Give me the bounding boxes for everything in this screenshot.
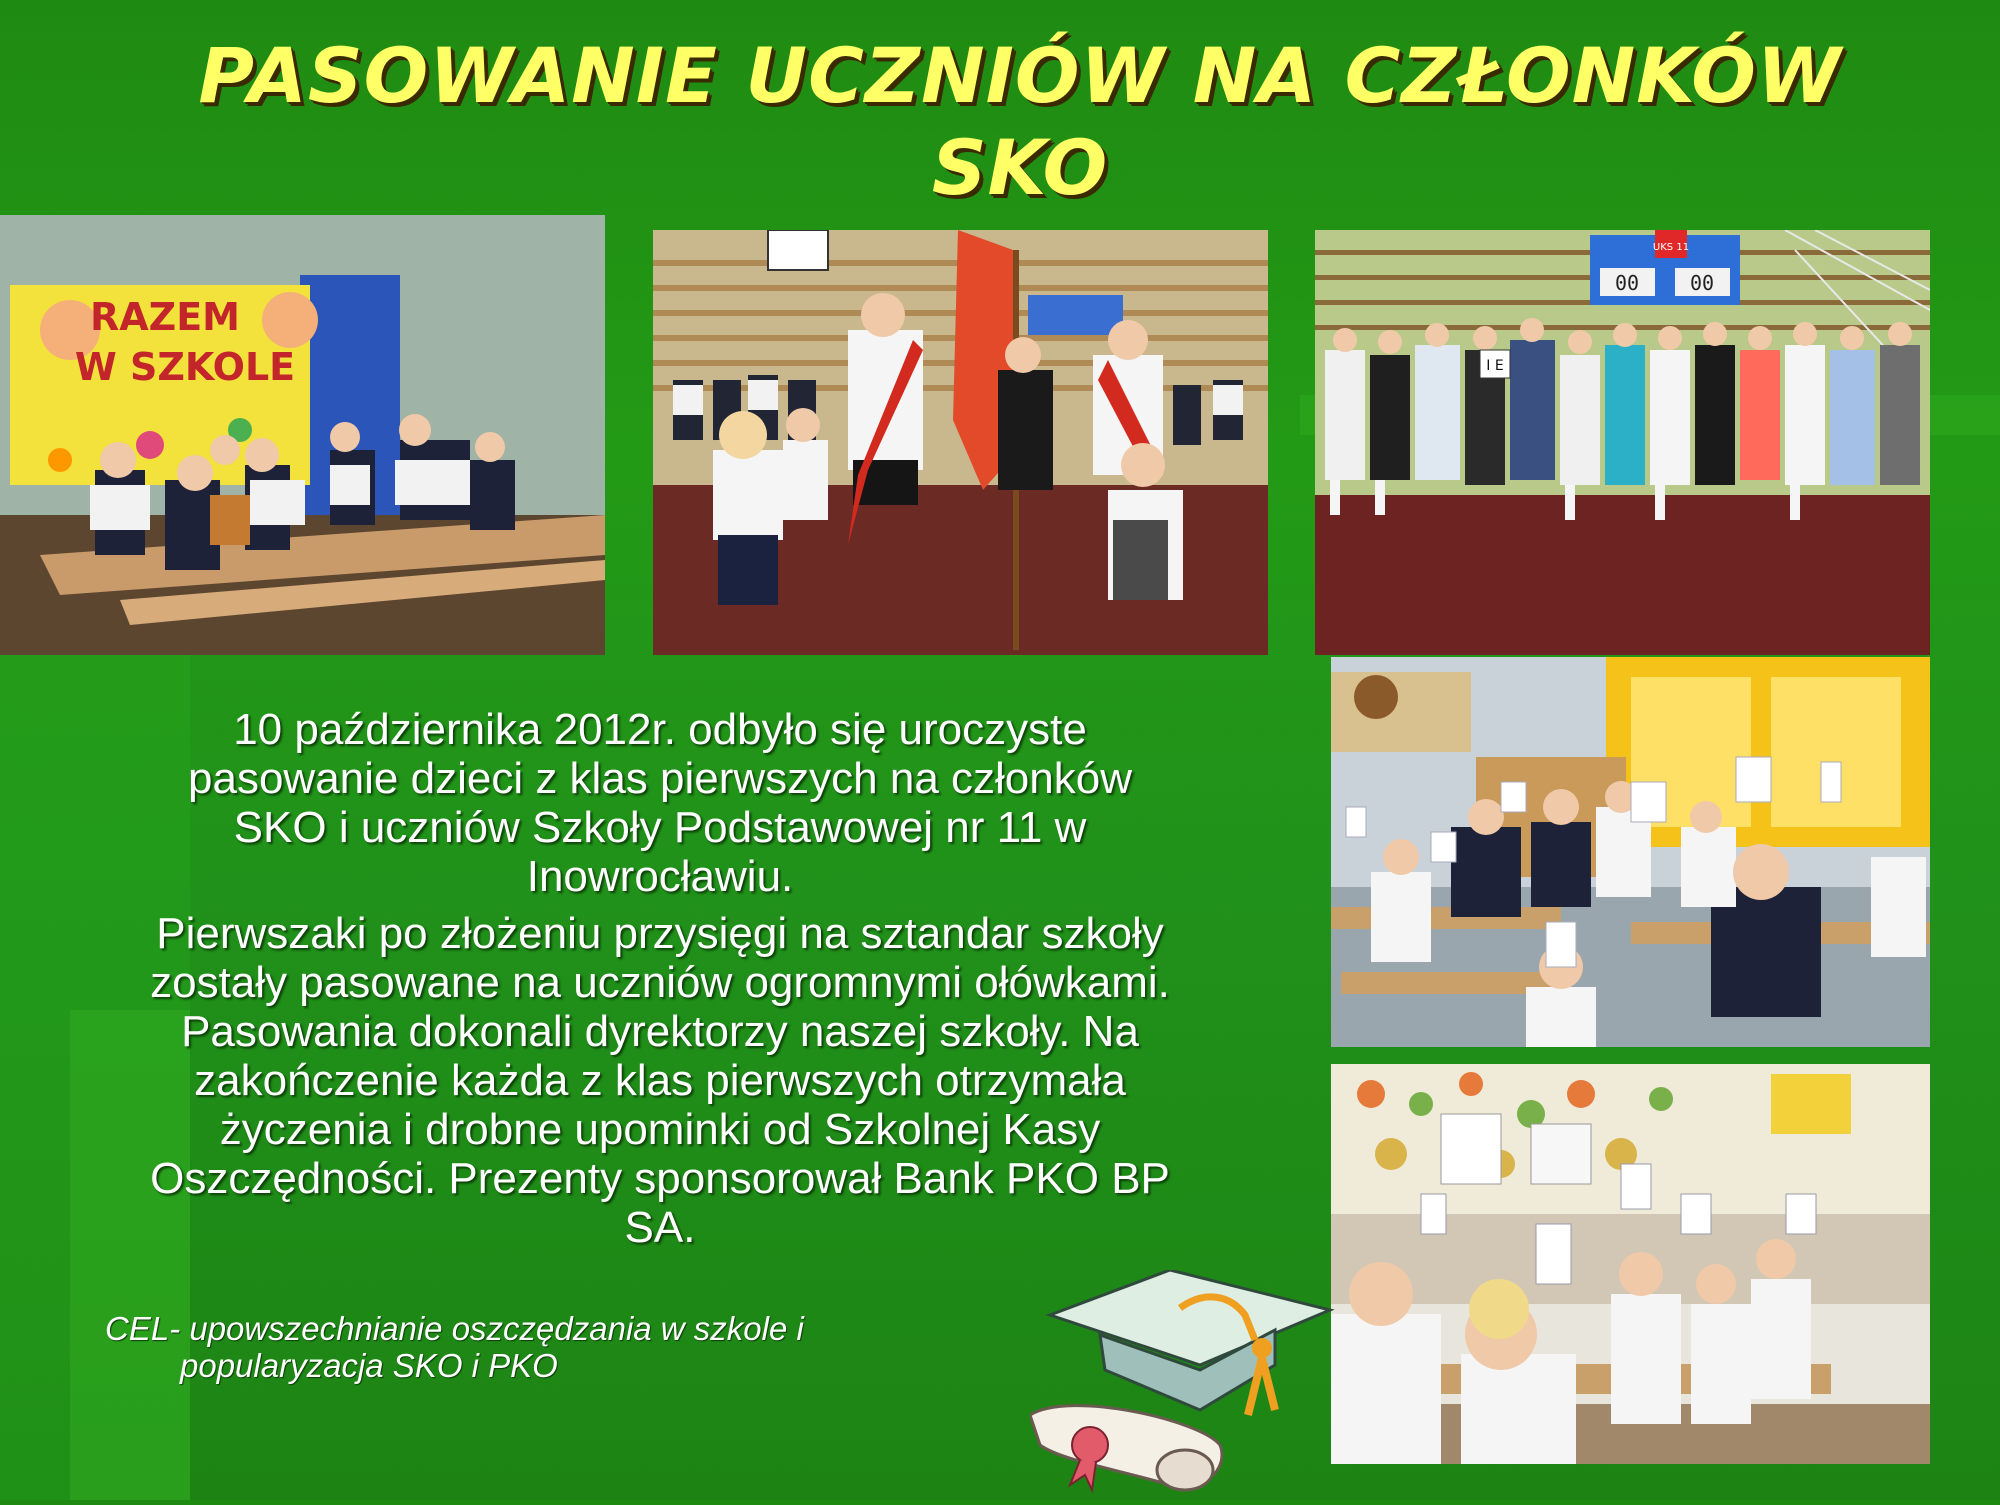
class-card: I E (1486, 358, 1504, 374)
goal-line-1: CEL- upowszechnianie oszczędzania w szkole i (105, 1310, 804, 1347)
score-left: 00 (1614, 271, 1640, 295)
paragraph-intro: 10 października 2012r. odbyło się uroczyste pasowanie dzieci z klas pierwszych na członków SKO i uczniów Szkoły Podstawowej nr 11 w Inowrocławiu. (188, 705, 1132, 901)
banner-line-1: RAZEM (90, 295, 240, 339)
paragraph-details: Pierwszaki po złożeniu przysięgi na sztandar szkoły zostały pasowane na uczniów ogromnymi ołówkami. Pasowania dokonali dyrektorzy naszej szkoły. Na zakończenie każda z klas pierwszych otrzymała życzenia i drobne upominki od Szkolnej Kasy Oszczędności. Prezenty sponsorował Bank PKO BP SA. (150, 909, 1170, 1252)
uks-sign: UKS 11 (1652, 242, 1690, 253)
graduation-cap-diploma-clipart (1030, 1270, 1335, 1500)
event-description (150, 705, 1170, 1260)
slide-title (100, 30, 1940, 214)
goal-text (105, 1310, 1005, 1384)
score-right: 00 (1689, 271, 1715, 295)
photo-classroom-cards (1331, 657, 1930, 1047)
photo-classroom-banner (0, 215, 605, 655)
banner-line-2: W SZKOLE (74, 345, 296, 389)
photo-flag-ceremony (653, 230, 1268, 655)
title-line-2: SKO (931, 123, 1109, 212)
goal-line-2: popularyzacja SKO i PKO (180, 1347, 558, 1384)
title-line-1: PASOWANIE UCZNIÓW NA CZŁONKÓW (198, 31, 1842, 120)
photo-classroom-drawings (1331, 1064, 1930, 1464)
photo-gym-pupils (1315, 230, 1930, 655)
